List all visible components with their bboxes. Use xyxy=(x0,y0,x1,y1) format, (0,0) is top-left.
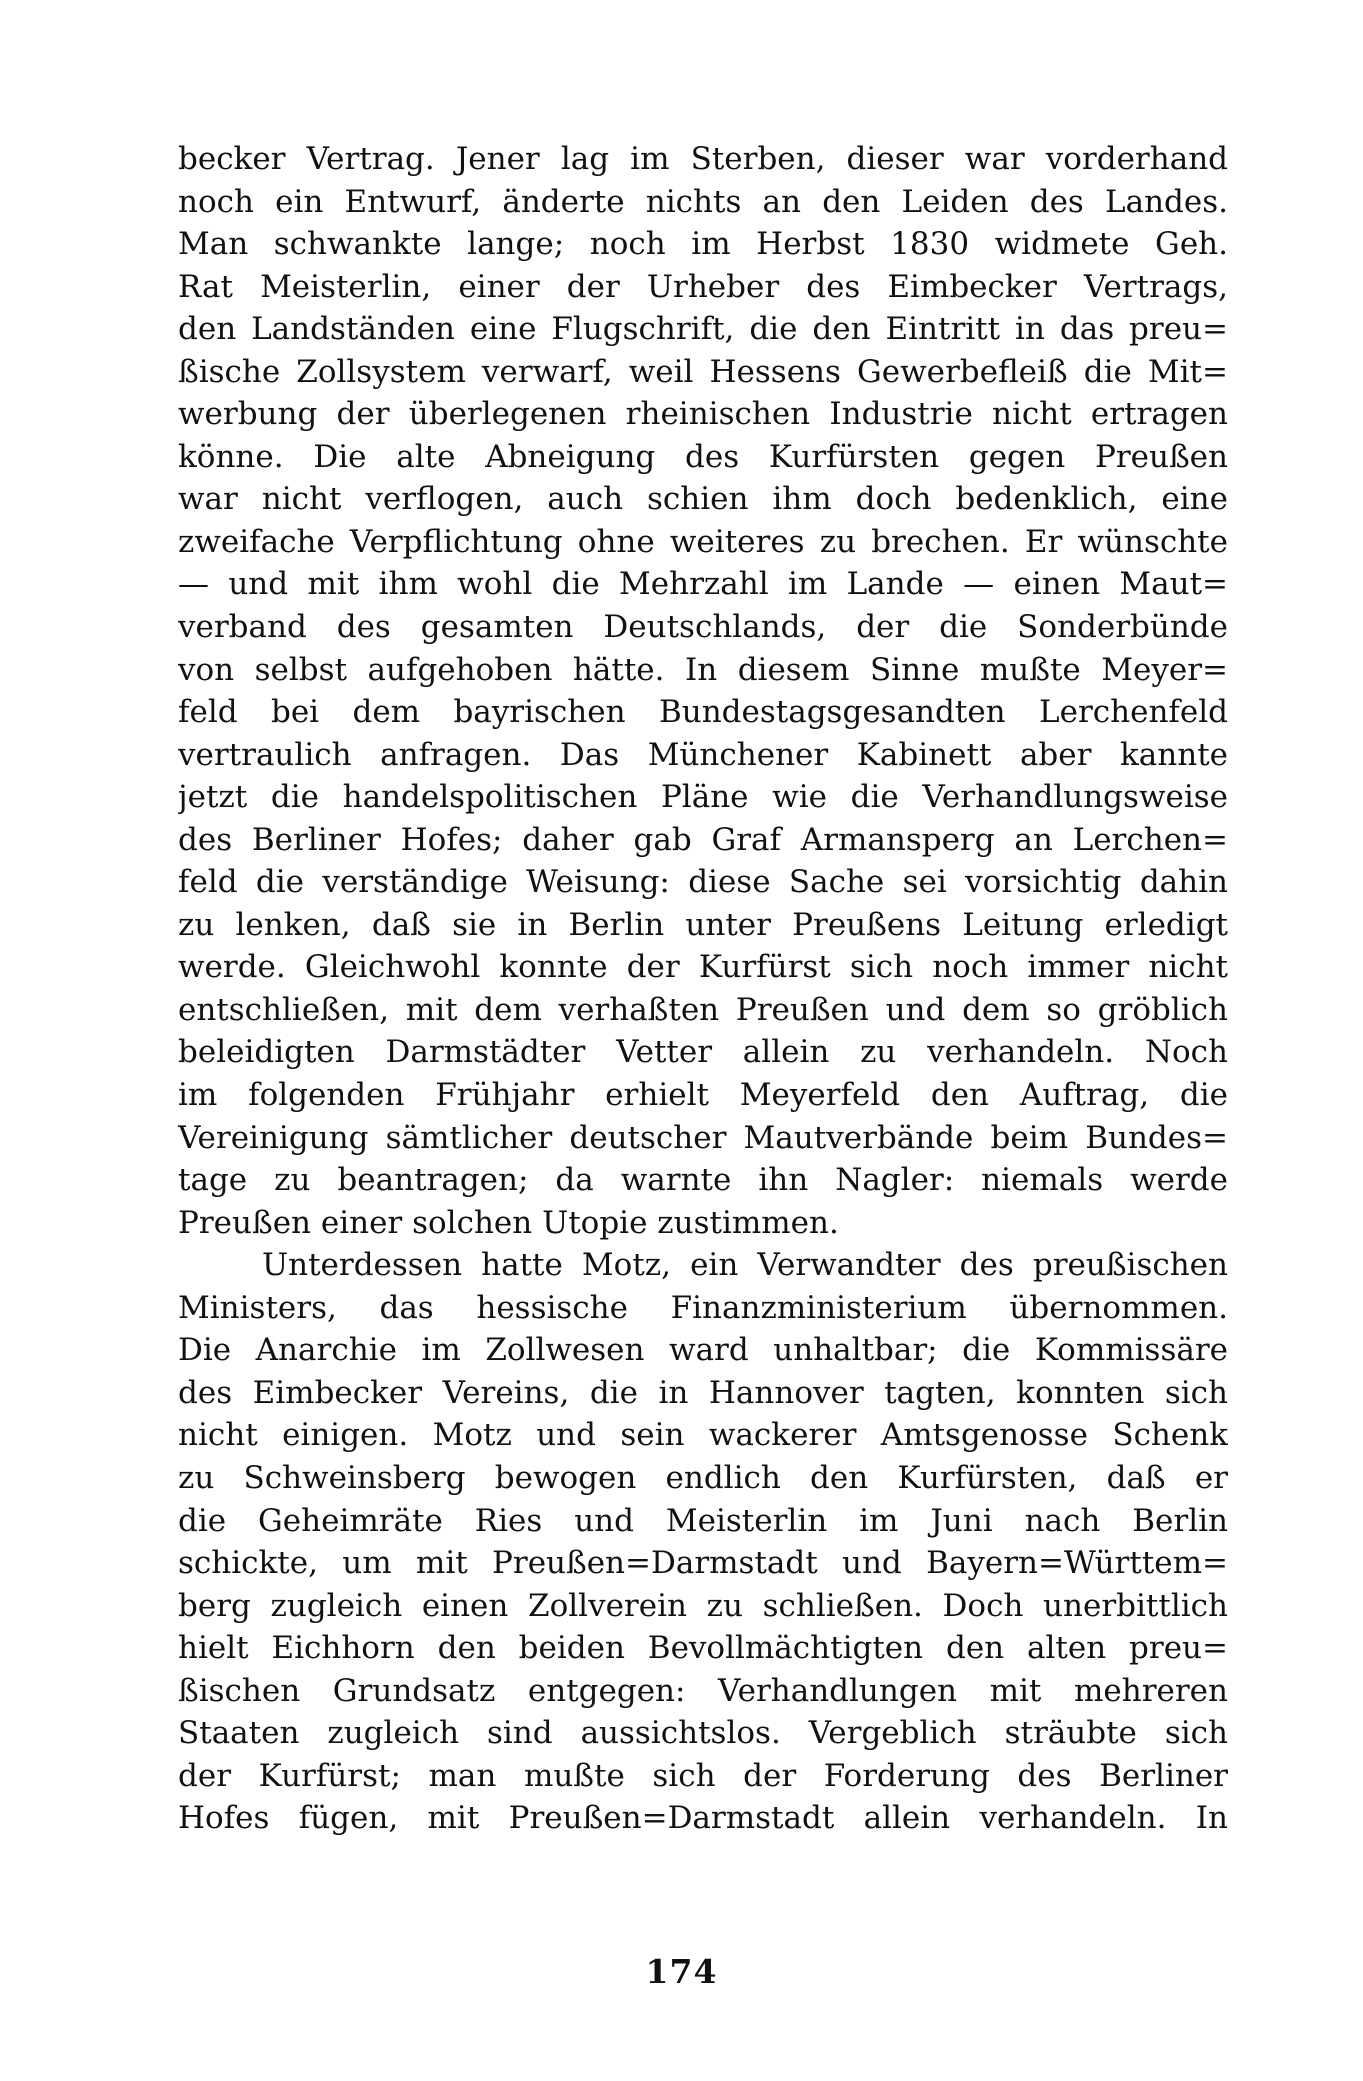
text-line: werde. Gleichwohl konnte der Kurfürst sich noch immer nicht xyxy=(178,949,1228,986)
text-line: werbung der überlegenen rheinischen Industrie nicht ertragen xyxy=(178,396,1228,433)
text-line: tage zu beantragen; da warnte ihn Nagler: niemals werde xyxy=(178,1162,1228,1199)
text-line: Ministers, das hessische Finanzministerium übernommen. xyxy=(178,1289,1228,1326)
text-line: — und mit ihm wohl die Mehrzahl im Lande — einen Maut= xyxy=(178,566,1228,603)
text-line: Preußen einer solchen Utopie zustimmen. xyxy=(178,1204,839,1241)
page-number: 174 xyxy=(645,1952,718,1991)
text-line: ßischen Grundsatz entgegen: Verhandlungen mit mehreren xyxy=(178,1672,1228,1709)
text-line: noch ein Entwurf, änderte nichts an den Leiden des Landes. xyxy=(178,183,1228,220)
text-line: entschließen, mit dem verhaßten Preußen und dem so gröblich xyxy=(178,991,1228,1028)
text-line: Vereinigung sämtlicher deutscher Mautverbände beim Bundes= xyxy=(178,1119,1228,1156)
text-line: Staaten zugleich sind aussichtslos. Vergeblich sträubte sich xyxy=(178,1715,1228,1752)
text-line: jetzt die handelspolitischen Pläne wie die Verhandlungsweise xyxy=(178,779,1228,816)
text-line: des Berliner Hofes; daher gab Graf Armansperg an Lerchen= xyxy=(178,821,1228,858)
text-line: hielt Eichhorn den beiden Bevollmächtigten den alten preu= xyxy=(178,1630,1228,1667)
text-line: feld bei dem bayrischen Bundestagsgesandten Lerchenfeld xyxy=(178,694,1228,731)
text-line: beleidigten Darmstädter Vetter allein zu verhandeln. Noch xyxy=(178,1034,1228,1071)
text-line: ßische Zollsystem verwarf, weil Hessens Gewerbefleiß die Mit= xyxy=(178,353,1228,390)
text-line: becker Vertrag. Jener lag im Sterben, dieser war vorderhand xyxy=(178,141,1228,177)
text-line: die Geheimräte Ries und Meisterlin im Juni nach Berlin xyxy=(178,1502,1228,1539)
text-line: feld die verständige Weisung: diese Sache sei vorsichtig dahin xyxy=(178,864,1228,901)
text-line: war nicht verflogen, auch schien ihm doch bedenklich, eine xyxy=(178,481,1228,518)
text-line: Rat Meisterlin, einer der Urheber des Eimbecker Vertrags, xyxy=(178,268,1228,305)
text-line: den Landständen eine Flugschrift, die den Eintritt in das preu= xyxy=(178,311,1228,348)
text-line: schickte, um mit Preußen=Darmstadt und Bayern=Württem= xyxy=(178,1545,1228,1582)
text-line: nicht einigen. Motz und sein wackerer Amtsgenosse Schenk xyxy=(178,1417,1228,1454)
page-text xyxy=(178,138,1228,1840)
text-line: verband des gesamten Deutschlands, der die Sonderbünde xyxy=(178,609,1228,646)
text-line: Die Anarchie im Zollwesen ward unhaltbar; die Kommissäre xyxy=(178,1332,1228,1369)
text-line: berg zugleich einen Zollverein zu schließen. Doch unerbittlich xyxy=(178,1587,1228,1624)
text-line: Man schwankte lange; noch im Herbst 1830 widmete Geh. xyxy=(178,226,1228,263)
text-line: Unterdessen hatte Motz, ein Verwandter des preußischen xyxy=(262,1247,1228,1284)
paragraph xyxy=(178,1244,1228,1840)
paragraph xyxy=(178,138,1228,1244)
text-line: zu Schweinsberg bewogen endlich den Kurfürsten, daß er xyxy=(178,1459,1228,1496)
text-line: der Kurfürst; man mußte sich der Forderung des Berliner xyxy=(178,1757,1228,1794)
text-line: vertraulich anfragen. Das Münchener Kabinett aber kannte xyxy=(178,736,1228,773)
text-line: im folgenden Frühjahr erhielt Meyerfeld den Auftrag, die xyxy=(178,1077,1228,1114)
text-line: des Eimbecker Vereins, die in Hannover tagten, konnten sich xyxy=(178,1374,1228,1411)
text-line: zweifache Verpflichtung ohne weiteres zu brechen. Er wünschte xyxy=(178,523,1228,560)
text-line: könne. Die alte Abneigung des Kurfürsten gegen Preußen xyxy=(178,438,1228,475)
text-line: Hofes fügen, mit Preußen=Darmstadt allein verhandeln. In xyxy=(178,1800,1228,1837)
text-line: zu lenken, daß sie in Berlin unter Preußens Leitung erledigt xyxy=(178,906,1228,943)
text-line: von selbst aufgehoben hätte. In diesem Sinne mußte Meyer= xyxy=(178,651,1228,688)
